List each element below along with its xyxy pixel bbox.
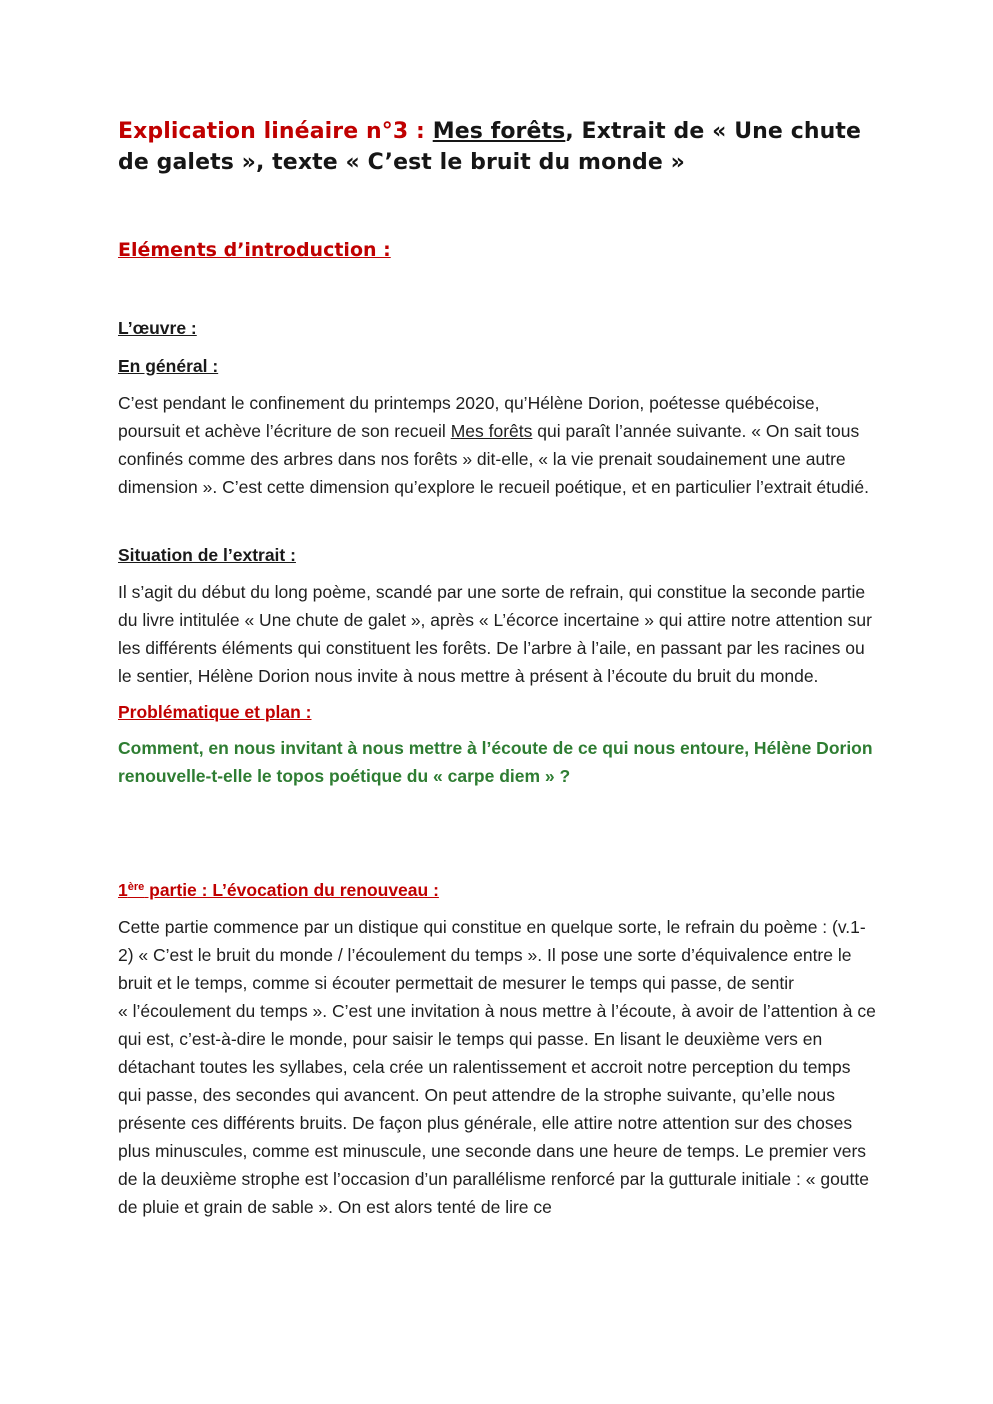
partie1-ordinal: ère <box>127 881 145 893</box>
partie1-heading <box>118 876 878 904</box>
general-paragraph <box>118 389 878 501</box>
situation-heading: Situation de l’extrait : <box>118 545 296 565</box>
general-paragraph-start: C’est pendant le confinement du printemps 2020, qu’Hélène Dorion, poétesse québécoise, poursuit et achève l’écriture de son recueil <box>118 393 820 441</box>
general-heading: En général : <box>118 356 219 376</box>
partie1-heading-text: partie : L’évocation du renouveau : <box>144 880 439 900</box>
general-paragraph-end: qui paraît l’année suivante. « On sait tous confinés comme des arbres dans nos forêts » dit-elle, « la vie prenait soudainement une autre dimension ». C’est cette dimension qu’explore le recueil poétique, et en particulier l’extrait étudié. <box>118 421 869 497</box>
partie1-number: 1 <box>118 880 128 900</box>
document-title <box>118 116 878 178</box>
problematique-heading: Problématique et plan : <box>118 702 312 722</box>
problematique-question: Comment, en nous invitant à nous mettre à l’écoute de ce qui nous entoure, Hélène Dorion renouvelle-t-elle le topos poétique du « carpe diem » ? <box>118 738 873 786</box>
title-label: Explication linéaire n°3 : <box>118 119 433 144</box>
intro-heading: Eléments d’introduction : <box>118 239 391 261</box>
oeuvre-heading: L’œuvre : <box>118 318 197 338</box>
situation-paragraph: Il s’agit du début du long poème, scandé par une sorte de refrain, qui constitue la seconde partie du livre intitulée « Une chute de galet », après « L’écorce incertaine » qui attire notre attention sur les différents éléments qui constituent les forêts. De l’arbre à l’aile, en passant par les racines ou le sentier, Hélène Dorion nous invite à nous mettre à présent à l’écoute du bruit du monde. <box>118 582 872 686</box>
title-subtitle: , Extrait de « Une chute de galets », texte « C’est le bruit du monde » <box>118 119 862 175</box>
work-title-reference: Mes forêts <box>450 421 533 441</box>
partie1-paragraph: Cette partie commence par un distique qui constitue en quelque sorte, le refrain du poème : (v.1-2) « C’est le bruit du monde / l’écoulement du temps ». Il pose une sorte d’équivalence entre le bruit et le temps, comme si écouter permettait de mesurer le temps qui passe, de sentir « l’écoulement du temps ». C’est une invitation à nous mettre à l’écoute, à avoir de l’attention à ce qui est, c’est-à-dire le monde, pour saisir le temps qui passe. En lisant le deuxième vers en détachant toutes les syllabes, cela crée un ralentissement et accroit notre perception du temps qui passe, des secondes qui avancent. On peut attendre de la strophe suivante, qu’elle nous présente ces différents bruits. De façon plus générale, elle attire notre attention sur des choses plus minuscules, comme est minuscule, une seconde dans une heure de temps. Le premier vers de la deuxième strophe est l’occasion d’un parallélisme renforcé par la gutturale initiale : « goutte de pluie et grain de sable ». On est alors tenté de lire ce <box>118 917 876 1217</box>
title-work-name: Mes forêts <box>432 119 566 144</box>
